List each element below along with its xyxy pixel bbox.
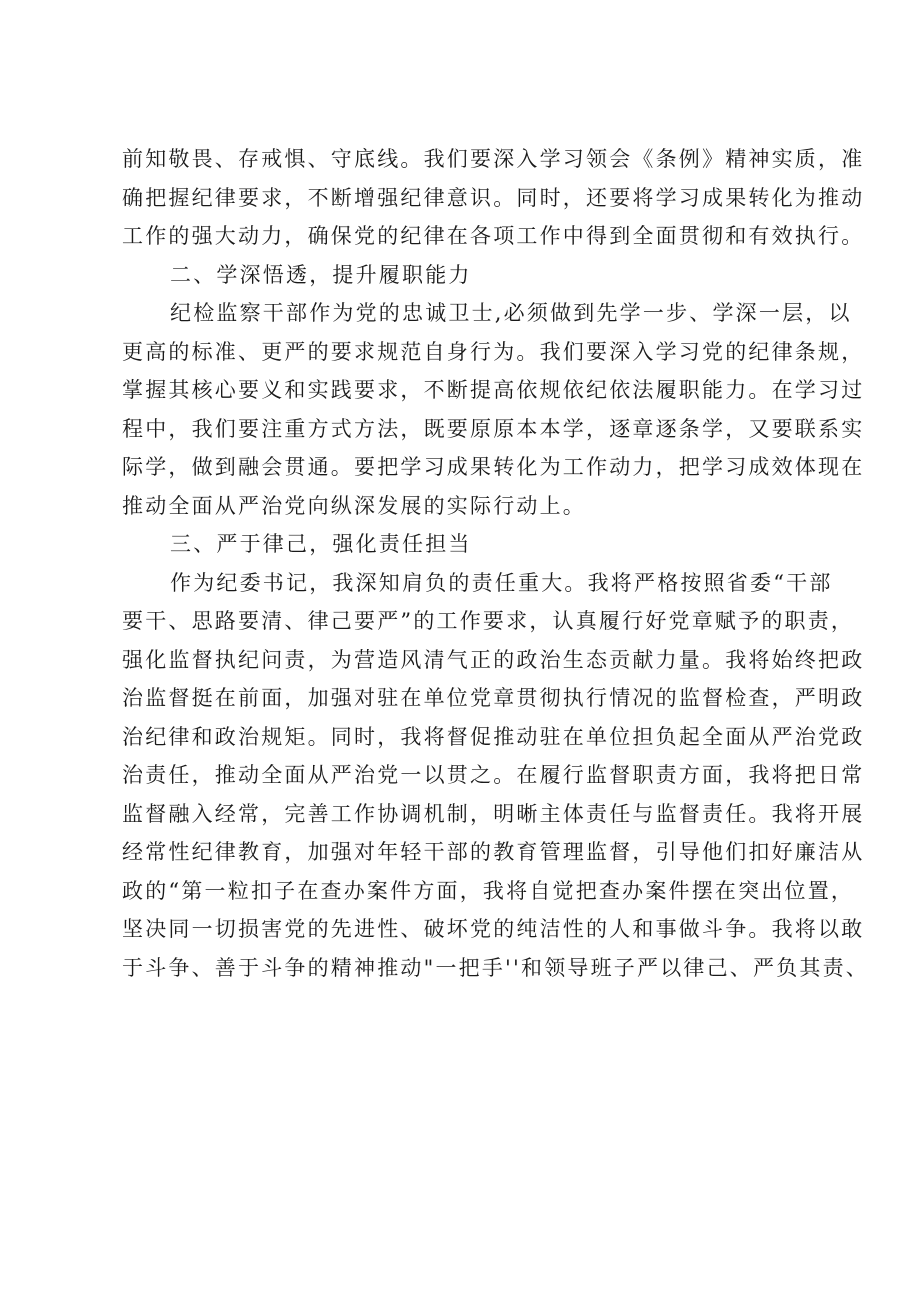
text-line: 作为纪委书记，我深知肩负的责任重大。我将严格按照省委“干部 [170, 570, 833, 595]
text-line: 际学，做到融会贯通。要把学习成果转化为工作动力，把学习成效体现在 [122, 455, 865, 479]
text-line: 政的“第一粒扣子在查办案件方面，我将自觉把查办案件摆在突出位置， [122, 878, 855, 903]
text-line: 监督融入经常，完善工作协调机制，明晰主体责任与监督责任。我将开展 [122, 801, 865, 826]
text-line: 经常性纪律教育，加强对年轻干部的教育管理监督，引导他们扣好廉洁从 [122, 840, 865, 864]
text-line: 治责任，推动全面从严治党一以贯之。在履行监督职责方面，我将把日常 [122, 763, 865, 787]
text-line: 程中，我们要注重方式方法，既要原原本本学，逐章逐条学，又要联系实 [122, 416, 865, 441]
text-line: 确把握纪律要求，不断增强纪律意识。同时，还要将学习成果转化为推动 [122, 185, 865, 210]
text-line: 工作的强大动力，确保党的纪律在各项工作中得到全面贯彻和有效执行。 [122, 224, 865, 248]
text-line: 推动全面从严治党向纵深发展的实际行动上。 [122, 493, 586, 518]
text-line: 治监督挺在前面，加强对驻在单位党章贯彻执行情况的监督检查，严明政 [122, 686, 865, 710]
text-line: 掌握其核心要义和实践要求，不断提高依规依纪依法履职能力。在学习过 [122, 378, 865, 402]
section-heading-3: 三、严于律己，强化责任担当 [170, 532, 472, 556]
text-line: 更高的标准、更严的要求规范自身行为。我们要深入学习党的纪律条规， [122, 339, 865, 364]
text-line: 强化监督执纪问责，为营造风清气正的政治生态贡献力量。我将始终把政 [122, 647, 865, 672]
text-line: 要干、思路要清、律己要严”的工作要求，认真履行好党章赋予的职责， [122, 609, 855, 633]
text-line: 纪检监察干部作为党的忠诚卫士,必须做到先学一步、学深一层，以 [170, 301, 852, 325]
text-line: 治纪律和政治规矩。同时，我将督促推动驻在单位担负起全面从严治党政 [122, 724, 865, 749]
text-line: 前知敬畏、存戒惧、守底线。我们要深入学习领会《条例》精神实质，准 [122, 147, 865, 171]
text-line: 于斗争、善于斗争的精神推动"一把手''和领导班子严以律己、严负其责、 [122, 955, 870, 980]
document-body [122, 140, 870, 987]
section-heading-2: 二、学深悟透，提升履职能力 [170, 262, 472, 287]
text-line: 坚决同一切损害党的先进性、破坏党的纯洁性的人和事做斗争。我将以敢 [122, 917, 865, 941]
